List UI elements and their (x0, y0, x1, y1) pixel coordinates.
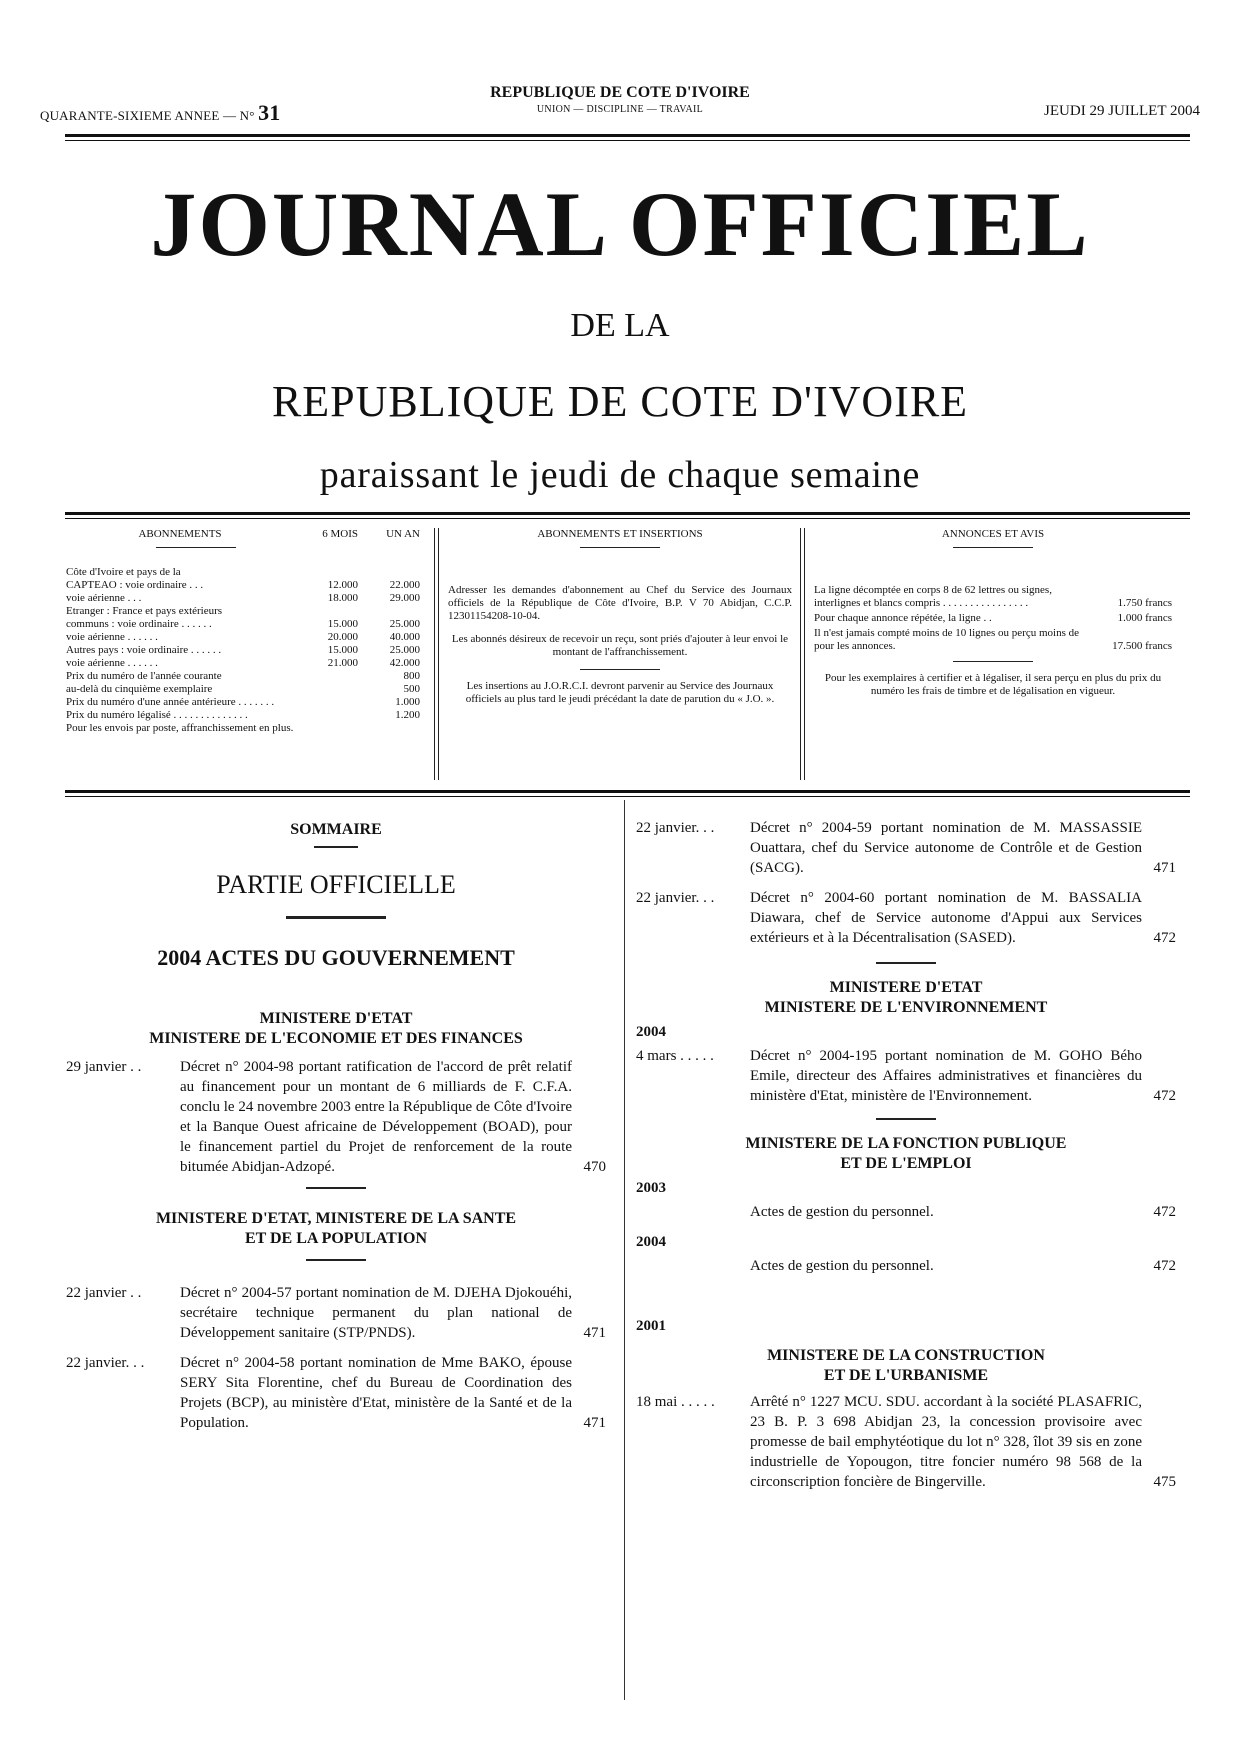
masthead-rule-thin (65, 518, 1190, 519)
row-6-months (294, 683, 358, 696)
table-row (66, 683, 420, 696)
section-construction-title1: MINISTERE DE LA CONSTRUCTION (767, 1347, 1045, 1364)
top-rule (65, 134, 1190, 137)
box-bottom-rule (65, 790, 1190, 793)
row-label: CAPTEAO : voie ordinaire . . . (66, 579, 204, 591)
edition-line (40, 100, 280, 126)
col-6-months: 6 MOIS (322, 528, 358, 540)
list-item (636, 888, 1176, 948)
inserts-deadline: Les insertions au J.O.R.C.I. devront parvenir au Service des Journaux officiels au plus tard le jeudi précédant la date de parution du « J.O. ». (465, 680, 775, 705)
section-construction-title2: ET DE L'URBANISME (823, 1367, 989, 1384)
row-6-months: 12.000 (327, 579, 358, 591)
table-row (66, 605, 420, 618)
row-1-year: 1.000 (395, 696, 420, 708)
row-price: 17.500 francs (1112, 640, 1172, 652)
row-label: au-delà du cinquième exemplaire (66, 683, 213, 695)
sommaire-right-column (636, 818, 1176, 1502)
row-label: Autres pays : voie ordinaire . . . . . . (66, 644, 222, 656)
row-1-year: 42.000 (389, 657, 420, 669)
column-divider (624, 800, 625, 1700)
journal-title: JOURNAL OFFICIEL (150, 173, 1090, 275)
entry-page: 472 (1153, 1204, 1176, 1220)
row-label: Prix du numéro d'une année antérieure . . . . . . . (66, 696, 275, 708)
partie-officielle-heading: PARTIE OFFICIELLE (216, 870, 456, 899)
row-1-year (358, 605, 420, 618)
inserts-box (448, 528, 792, 706)
row-label: communs : voie ordinaire . . . . . . (66, 618, 212, 630)
entry-text: Actes de gestion du personnel. (750, 1204, 934, 1220)
section-environnement-title2: MINISTERE DE L'ENVIRONNEMENT (764, 999, 1048, 1016)
row-1-year: 25.000 (389, 618, 420, 630)
list-item (636, 1256, 1176, 1276)
row-6-months (294, 605, 358, 618)
sommaire-left-column (66, 820, 606, 1443)
section-sante-title1: MINISTERE D'ETAT, MINISTERE DE LA SANTE (155, 1210, 517, 1227)
list-item (636, 1392, 1176, 1492)
section-sante-entries (66, 1283, 606, 1433)
environnement-year: 2004 (636, 1024, 666, 1040)
entry-text: Décret n° 2004-59 portant nomination de M. MASSASSIE Ouattara, chef du Service autonome de Contrôle et de Gestion (SACG). (750, 820, 1142, 876)
list-item (66, 1353, 606, 1433)
row-6-months: 20.000 (327, 631, 358, 643)
section-economie-title2: MINISTERE DE L'ECONOMIE ET DES FINANCES (149, 1030, 523, 1047)
construction-year: 2001 (636, 1318, 666, 1334)
row-6-months: 15.000 (327, 618, 358, 630)
table-row (66, 709, 420, 722)
list-item (636, 1202, 1176, 1222)
announcements-note: Pour les exemplaires à certifier et à légaliser, il sera perçu en plus du prix du numéro les frais de timbre et de légalisation en vigueur. (824, 672, 1162, 697)
row-price: 1.000 francs (1117, 612, 1172, 624)
section-fonction-title2: ET DE L'EMPLOI (840, 1155, 972, 1172)
section-economie-title1: MINISTERE D'ETAT (259, 1010, 413, 1027)
entry-page: 471 (583, 1415, 606, 1431)
list-item (66, 1057, 606, 1177)
row-label: voie aérienne . . . (66, 592, 142, 604)
entry-date: 4 mars . . . . . (636, 1048, 714, 1064)
entry-date: 18 mai . . . . . (636, 1394, 715, 1410)
table-row (66, 657, 420, 670)
list-item (66, 1283, 606, 1343)
entry-text: Décret n° 2004-57 portant nomination de M. DJEHA Djokouéhi, secrétaire technique permanent du plan national de Développement sanitaire (STP/PNDS). (180, 1285, 572, 1341)
entry-page: 472 (1153, 1258, 1176, 1274)
table-row (66, 670, 420, 683)
fonction-year-2004: 2004 (636, 1234, 666, 1250)
row-1-year: 500 (403, 683, 420, 695)
col-1-year: UN AN (386, 528, 420, 540)
row-6-months (294, 709, 358, 722)
announcements-prices (814, 584, 1172, 653)
row-6-months: 21.000 (327, 657, 358, 669)
box-bottom-rule-thin (65, 796, 1190, 797)
entry-date: 29 janvier . . (66, 1059, 142, 1075)
entry-date: 22 janvier. . . (636, 890, 715, 906)
table-row (66, 722, 420, 735)
table-row (814, 627, 1172, 653)
row-1-year (358, 722, 420, 735)
row-label: Il n'est jamais compté moins de 10 lignes ou perçu moins de pour les annonces. (814, 627, 1080, 652)
inserts-receipt: Les abonnés désireux de recevoir un reçu, sont priés d'ajouter à leur envoi le montant de l'affranchissement. (451, 633, 789, 658)
republic-block (420, 84, 820, 115)
sommaire-heading: SOMMAIRE (290, 821, 382, 838)
row-label: Pour les envois par poste, affranchissement en plus. (66, 722, 294, 734)
subtitle-frequency: paraissant le jeudi de chaque semaine (319, 454, 921, 496)
entry-page: 471 (1153, 860, 1176, 876)
row-1-year: 22.000 (389, 579, 420, 591)
row-label: Pour chaque annonce répétée, la ligne . . (814, 612, 992, 624)
table-row (66, 631, 420, 644)
issue-date: JEUDI 29 JUILLET 2004 (1044, 103, 1200, 119)
entry-text: Décret n° 2004-98 portant ratification de l'accord de prêt relatif au financement pour un montant de 6 milliards de F. C.F.A. conclu le 24 novembre 2003 entre la République de Côte d'Ivoire et la Banque Ouest africaine de Développement (BOAD), pour le financement partiel du Projet de renforcement de la route bitumée Abidjan-Adzopé. (180, 1059, 572, 1175)
row-6-months: 18.000 (327, 592, 358, 604)
row-label: voie aérienne . . . . . . (66, 631, 158, 643)
entry-text: Décret n° 2004-58 portant nomination de Mme BAKO, épouse SERY Sita Florentine, chef du Bureau de Coordination des Projets (BCP), au ministère d'Etat, ministère de la Santé et de la Population. (180, 1355, 572, 1431)
entry-date: 22 janvier . . (66, 1285, 142, 1301)
row-1-year (358, 566, 420, 579)
section-economie-entries (66, 1057, 606, 1177)
row-6-months (294, 722, 358, 735)
table-row (66, 592, 420, 605)
inserts-heading: ABONNEMENTS ET INSERTIONS (537, 528, 703, 540)
table-row (66, 618, 420, 631)
entry-page: 472 (1153, 1088, 1176, 1104)
masthead-rule (65, 512, 1190, 515)
republic-name: REPUBLIQUE DE COTE D'IVOIRE (490, 84, 750, 101)
row-6-months (294, 670, 358, 683)
subscriptions-box (66, 528, 420, 735)
top-rule-thin (65, 140, 1190, 141)
table-row (814, 612, 1172, 625)
entry-page: 475 (1153, 1474, 1176, 1490)
row-label: voie aérienne . . . . . . (66, 657, 158, 669)
entry-text: Actes de gestion du personnel. (750, 1258, 934, 1274)
row-1-year: 40.000 (389, 631, 420, 643)
section-sante-title2: ET DE LA POPULATION (244, 1230, 428, 1247)
entry-text: Décret n° 2004-195 portant nomination de M. GOHO Bého Emile, directeur des Affaires administratives et financières du ministère d'Etat, ministère de l'Environnement. (750, 1048, 1142, 1104)
sante-continued-entries (636, 818, 1176, 948)
table-row (66, 566, 420, 579)
section-environnement-title1: MINISTERE D'ETAT (829, 979, 983, 996)
row-label: Etranger : France et pays extérieurs (66, 605, 223, 617)
table-row (66, 696, 420, 709)
row-1-year: 800 (403, 670, 420, 682)
entry-page: 470 (583, 1159, 606, 1175)
section-environnement-entries (636, 1046, 1176, 1106)
national-motto: UNION — DISCIPLINE — TRAVAIL (536, 104, 704, 115)
row-1-year: 29.000 (389, 592, 420, 604)
entry-page: 472 (1153, 930, 1176, 946)
table-row (66, 644, 420, 657)
row-label: Prix du numéro légalisé . . . . . . . . . . . . . . (66, 709, 248, 721)
subscriptions-heading: ABONNEMENTS (138, 528, 222, 540)
subtitle-country: REPUBLIQUE DE COTE D'IVOIRE (271, 377, 969, 426)
announcements-heading: ANNONCES ET AVIS (941, 528, 1045, 540)
entry-date: 22 janvier. . . (636, 820, 715, 836)
row-price: 1.750 francs (1117, 597, 1172, 609)
row-6-months (294, 696, 358, 709)
list-item (636, 1046, 1176, 1106)
row-label: Prix du numéro de l'année courante (66, 670, 222, 682)
inserts-address: Adresser les demandes d'abonnement au Chef du Service des Journaux officiels de la République de Côte d'Ivoire, B.P. V 70 Abidjan, C.C.P. 12301154208-10-04. (448, 584, 792, 622)
entry-text: Arrêté n° 1227 MCU. SDU. accordant à la société PLASAFRIC, 23 B. P. 3 698 Abidjan 23, la concession provisoire avec promesse de bail emphytéotique du lot n° 328, îlot 39 sis en zone industrielle de Yopougon, titre foncier numéro 98 568 de la circonscription foncière de Bingerville. (750, 1394, 1142, 1490)
subscriptions-table (66, 566, 420, 735)
actes-heading: 2004 ACTES DU GOUVERNEMENT (157, 945, 515, 970)
row-6-months: 15.000 (327, 644, 358, 656)
section-construction-entries (636, 1392, 1176, 1492)
entry-page: 471 (583, 1325, 606, 1341)
row-label: La ligne décomptée en corps 8 de 62 lettres ou signes, interlignes et blancs compris . . . . . . . . . . . . . . . . (814, 584, 1052, 609)
fonction-year-2003: 2003 (636, 1180, 666, 1196)
list-item (636, 818, 1176, 878)
row-6-months (294, 566, 358, 579)
row-1-year: 1.200 (395, 709, 420, 721)
announcements-box (814, 528, 1172, 698)
entry-date: 22 janvier. . . (66, 1355, 145, 1371)
table-row (66, 579, 420, 592)
entry-text: Décret n° 2004-60 portant nomination de M. BASSALIA Diawara, chef de Service autonome d'Appui aux Services extérieurs et à la Décentralisation (SASED). (750, 890, 1142, 946)
edition-label: QUARANTE-SIXIEME ANNEE — N° (40, 108, 255, 123)
subtitle-de-la: DE LA (570, 307, 670, 344)
row-label: Côte d'Ivoire et pays de la (66, 566, 181, 578)
table-row (814, 584, 1172, 610)
row-1-year: 25.000 (389, 644, 420, 656)
section-fonction-title1: MINISTERE DE LA FONCTION PUBLIQUE (745, 1135, 1067, 1152)
issue-number: 31 (258, 100, 281, 125)
